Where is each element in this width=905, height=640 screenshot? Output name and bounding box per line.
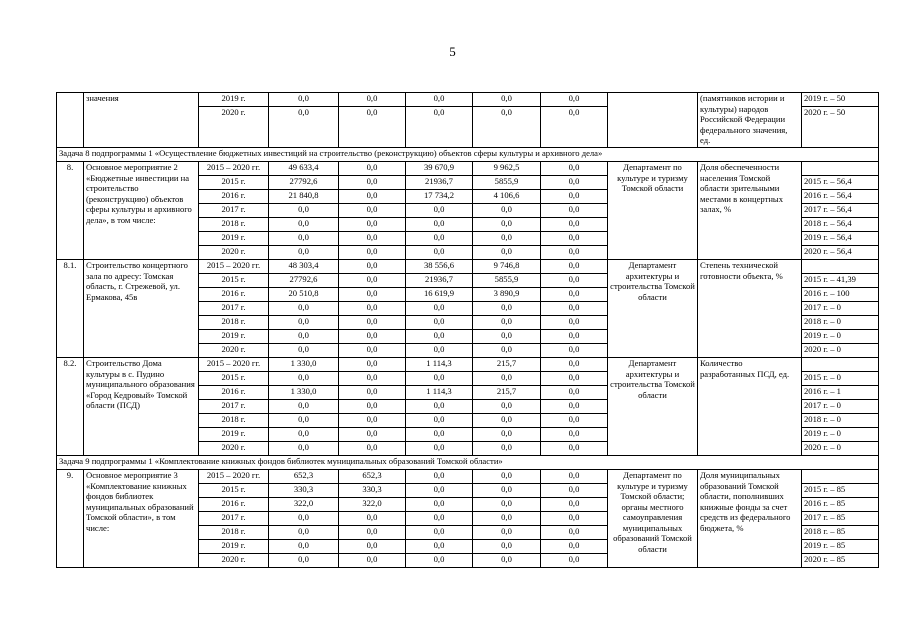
target-cell: 2017 г. – 0 bbox=[802, 302, 879, 316]
target-cell: 2020 г. – 0 bbox=[802, 344, 879, 358]
amount-cell: 330,3 bbox=[269, 484, 339, 498]
amount-cell: 215,7 bbox=[473, 358, 541, 372]
amount-cell: 0,0 bbox=[339, 414, 406, 428]
target-cell: 2019 г. – 50 bbox=[802, 93, 879, 107]
amount-cell: 0,0 bbox=[541, 400, 608, 414]
amount-cell: 0,0 bbox=[406, 484, 473, 498]
amount-cell: 215,7 bbox=[473, 386, 541, 400]
amount-cell: 0,0 bbox=[269, 526, 339, 540]
target-cell: 2016 г. – 1 bbox=[802, 386, 879, 400]
item-name-cell: значения bbox=[84, 93, 199, 148]
amount-cell: 652,3 bbox=[339, 470, 406, 484]
amount-cell: 0,0 bbox=[339, 260, 406, 274]
amount-cell: 0,0 bbox=[339, 162, 406, 176]
amount-cell: 0,0 bbox=[339, 526, 406, 540]
table-row bbox=[57, 162, 879, 176]
amount-cell: 21936,7 bbox=[406, 274, 473, 288]
amount-cell: 0,0 bbox=[269, 330, 339, 344]
item-number-cell: 8.2. bbox=[57, 358, 84, 456]
indicator-cell: Доля муниципальных образований Томской области, пополнивших книжные фонды за счет средств из федерального бюджета, % bbox=[698, 470, 802, 568]
amount-cell: 0,0 bbox=[541, 414, 608, 428]
task-row bbox=[57, 456, 879, 470]
amount-cell: 0,0 bbox=[541, 512, 608, 526]
amount-cell: 0,0 bbox=[541, 442, 608, 456]
year-cell: 2020 г. bbox=[199, 246, 269, 260]
amount-cell: 0,0 bbox=[269, 540, 339, 554]
amount-cell: 0,0 bbox=[406, 344, 473, 358]
amount-cell: 38 556,6 bbox=[406, 260, 473, 274]
amount-cell: 0,0 bbox=[406, 526, 473, 540]
amount-cell: 0,0 bbox=[339, 372, 406, 386]
amount-cell: 0,0 bbox=[269, 400, 339, 414]
amount-cell: 0,0 bbox=[541, 554, 608, 568]
amount-cell: 0,0 bbox=[269, 107, 339, 148]
executor-cell: Департамент по культуре и туризму Томской области; органы местного самоуправления муниципальных образований Томской области bbox=[608, 470, 698, 568]
year-cell: 2017 г. bbox=[199, 302, 269, 316]
amount-cell: 0,0 bbox=[406, 470, 473, 484]
amount-cell: 0,0 bbox=[269, 344, 339, 358]
amount-cell: 0,0 bbox=[339, 93, 406, 107]
amount-cell: 0,0 bbox=[473, 344, 541, 358]
target-cell: 2018 г. – 56,4 bbox=[802, 218, 879, 232]
amount-cell: 0,0 bbox=[339, 218, 406, 232]
item-number-cell: 9. bbox=[57, 470, 84, 568]
amount-cell: 0,0 bbox=[339, 176, 406, 190]
amount-cell: 0,0 bbox=[406, 316, 473, 330]
year-cell: 2019 г. bbox=[199, 330, 269, 344]
year-cell: 2015 – 2020 гг. bbox=[199, 470, 269, 484]
amount-cell: 0,0 bbox=[473, 400, 541, 414]
amount-cell: 0,0 bbox=[541, 232, 608, 246]
amount-cell: 0,0 bbox=[406, 554, 473, 568]
amount-cell: 0,0 bbox=[406, 428, 473, 442]
year-cell: 2015 г. bbox=[199, 372, 269, 386]
amount-cell: 9 962,5 bbox=[473, 162, 541, 176]
amount-cell: 48 303,4 bbox=[269, 260, 339, 274]
year-cell: 2016 г. bbox=[199, 386, 269, 400]
year-cell: 2018 г. bbox=[199, 218, 269, 232]
amount-cell: 3 890,9 bbox=[473, 288, 541, 302]
amount-cell: 0,0 bbox=[541, 428, 608, 442]
amount-cell: 0,0 bbox=[473, 512, 541, 526]
amount-cell: 0,0 bbox=[406, 232, 473, 246]
target-cell: 2016 г. – 56,4 bbox=[802, 190, 879, 204]
amount-cell: 0,0 bbox=[406, 498, 473, 512]
amount-cell: 0,0 bbox=[269, 232, 339, 246]
indicator-cell: Степень технической готовности объекта, % bbox=[698, 260, 802, 358]
year-cell: 2017 г. bbox=[199, 400, 269, 414]
amount-cell: 0,0 bbox=[339, 274, 406, 288]
amount-cell: 652,3 bbox=[269, 470, 339, 484]
amount-cell: 0,0 bbox=[473, 372, 541, 386]
amount-cell: 0,0 bbox=[541, 246, 608, 260]
year-cell: 2015 г. bbox=[199, 274, 269, 288]
amount-cell: 0,0 bbox=[406, 540, 473, 554]
amount-cell: 0,0 bbox=[473, 428, 541, 442]
item-name-cell: Основное мероприятие 3 «Комплектование книжных фондов библиотек муниципальных образований Томской области», в том числе: bbox=[84, 470, 199, 568]
amount-cell: 0,0 bbox=[473, 498, 541, 512]
amount-cell: 0,0 bbox=[541, 93, 608, 107]
item-number-cell: 8. bbox=[57, 162, 84, 260]
amount-cell: 0,0 bbox=[339, 554, 406, 568]
year-cell: 2019 г. bbox=[199, 428, 269, 442]
amount-cell: 0,0 bbox=[339, 232, 406, 246]
target-cell: 2020 г. – 50 bbox=[802, 107, 879, 148]
amount-cell: 27792,6 bbox=[269, 176, 339, 190]
year-cell: 2015 – 2020 гг. bbox=[199, 260, 269, 274]
amount-cell: 322,0 bbox=[269, 498, 339, 512]
year-cell: 2016 г. bbox=[199, 288, 269, 302]
amount-cell: 0,0 bbox=[339, 246, 406, 260]
amount-cell: 0,0 bbox=[541, 316, 608, 330]
year-cell: 2015 г. bbox=[199, 176, 269, 190]
amount-cell: 0,0 bbox=[541, 526, 608, 540]
year-cell: 2016 г. bbox=[199, 190, 269, 204]
table-row bbox=[57, 470, 879, 484]
amount-cell: 0,0 bbox=[269, 302, 339, 316]
target-cell: 2015 г. – 0 bbox=[802, 372, 879, 386]
amount-cell: 0,0 bbox=[406, 372, 473, 386]
amount-cell: 0,0 bbox=[269, 93, 339, 107]
amount-cell: 0,0 bbox=[406, 442, 473, 456]
amount-cell: 0,0 bbox=[541, 260, 608, 274]
amount-cell: 0,0 bbox=[339, 190, 406, 204]
amount-cell: 27792,6 bbox=[269, 274, 339, 288]
amount-cell: 322,0 bbox=[339, 498, 406, 512]
amount-cell: 0,0 bbox=[541, 274, 608, 288]
amount-cell: 0,0 bbox=[339, 316, 406, 330]
amount-cell: 20 510,8 bbox=[269, 288, 339, 302]
amount-cell: 0,0 bbox=[473, 442, 541, 456]
year-cell: 2017 г. bbox=[199, 512, 269, 526]
amount-cell: 1 330,0 bbox=[269, 358, 339, 372]
amount-cell: 0,0 bbox=[541, 470, 608, 484]
amount-cell: 0,0 bbox=[269, 428, 339, 442]
target-cell: 2019 г. – 0 bbox=[802, 330, 879, 344]
amount-cell: 0,0 bbox=[339, 540, 406, 554]
target-cell: 2020 г. – 0 bbox=[802, 442, 879, 456]
target-cell: 2019 г. – 0 bbox=[802, 428, 879, 442]
table-body bbox=[57, 93, 879, 568]
target-cell bbox=[802, 358, 879, 372]
amount-cell: 4 106,6 bbox=[473, 190, 541, 204]
amount-cell: 0,0 bbox=[269, 554, 339, 568]
amount-cell: 0,0 bbox=[473, 540, 541, 554]
amount-cell: 0,0 bbox=[473, 330, 541, 344]
amount-cell: 0,0 bbox=[339, 204, 406, 218]
amount-cell: 0,0 bbox=[339, 358, 406, 372]
year-cell: 2015 – 2020 гг. bbox=[199, 358, 269, 372]
amount-cell: 0,0 bbox=[406, 246, 473, 260]
amount-cell: 0,0 bbox=[269, 316, 339, 330]
amount-cell: 9 746,8 bbox=[473, 260, 541, 274]
amount-cell: 21936,7 bbox=[406, 176, 473, 190]
year-cell: 2016 г. bbox=[199, 498, 269, 512]
amount-cell: 39 670,9 bbox=[406, 162, 473, 176]
year-cell: 2019 г. bbox=[199, 93, 269, 107]
amount-cell: 0,0 bbox=[406, 302, 473, 316]
amount-cell: 0,0 bbox=[269, 372, 339, 386]
target-cell: 2019 г. – 56,4 bbox=[802, 232, 879, 246]
target-cell: 2018 г. – 0 bbox=[802, 414, 879, 428]
year-cell: 2020 г. bbox=[199, 442, 269, 456]
amount-cell: 0,0 bbox=[473, 302, 541, 316]
amount-cell: 0,0 bbox=[541, 344, 608, 358]
target-cell: 2017 г. – 85 bbox=[802, 512, 879, 526]
amount-cell: 0,0 bbox=[541, 358, 608, 372]
year-cell: 2020 г. bbox=[199, 107, 269, 148]
item-name-cell: Основное мероприятие 2 «Бюджетные инвестиции на строительство (реконструкцию) объектов сферы культуры и архивного дела», в том числе: bbox=[84, 162, 199, 260]
amount-cell: 0,0 bbox=[406, 204, 473, 218]
amount-cell: 0,0 bbox=[473, 246, 541, 260]
target-cell: 2015 г. – 56,4 bbox=[802, 176, 879, 190]
target-cell: 2020 г. – 85 bbox=[802, 554, 879, 568]
target-cell: 2017 г. – 0 bbox=[802, 400, 879, 414]
target-cell: 2016 г. – 85 bbox=[802, 498, 879, 512]
amount-cell: 16 619,9 bbox=[406, 288, 473, 302]
target-cell: 2015 г. – 41,39 bbox=[802, 274, 879, 288]
amount-cell: 17 734,2 bbox=[406, 190, 473, 204]
amount-cell: 0,0 bbox=[473, 484, 541, 498]
amount-cell: 0,0 bbox=[541, 498, 608, 512]
table-row bbox=[57, 93, 879, 107]
amount-cell: 21 840,8 bbox=[269, 190, 339, 204]
amount-cell: 330,3 bbox=[339, 484, 406, 498]
amount-cell: 0,0 bbox=[269, 218, 339, 232]
amount-cell: 0,0 bbox=[541, 540, 608, 554]
amount-cell: 0,0 bbox=[339, 512, 406, 526]
amount-cell: 0,0 bbox=[473, 470, 541, 484]
amount-cell: 0,0 bbox=[269, 204, 339, 218]
target-cell: 2020 г. – 56,4 bbox=[802, 246, 879, 260]
year-cell: 2019 г. bbox=[199, 232, 269, 246]
indicator-cell: (памятников истории и культуры) народов Российской Федерации федерального значения, ед. bbox=[698, 93, 802, 148]
indicator-cell: Количество разработанных ПСД, ед. bbox=[698, 358, 802, 456]
amount-cell: 0,0 bbox=[473, 93, 541, 107]
target-cell: 2017 г. – 56,4 bbox=[802, 204, 879, 218]
amount-cell: 0,0 bbox=[339, 288, 406, 302]
item-number-cell: 8.1. bbox=[57, 260, 84, 358]
year-cell: 2015 – 2020 гг. bbox=[199, 162, 269, 176]
executor-cell bbox=[608, 93, 698, 148]
item-number-cell bbox=[57, 93, 84, 148]
target-cell bbox=[802, 162, 879, 176]
amount-cell: 0,0 bbox=[541, 288, 608, 302]
program-table bbox=[56, 92, 879, 568]
table-row bbox=[57, 260, 879, 274]
amount-cell: 0,0 bbox=[339, 330, 406, 344]
amount-cell: 0,0 bbox=[406, 414, 473, 428]
target-cell: 2018 г. – 0 bbox=[802, 316, 879, 330]
year-cell: 2017 г. bbox=[199, 204, 269, 218]
table-row bbox=[57, 358, 879, 372]
amount-cell: 1 330,0 bbox=[269, 386, 339, 400]
year-cell: 2020 г. bbox=[199, 554, 269, 568]
amount-cell: 0,0 bbox=[541, 176, 608, 190]
amount-cell: 0,0 bbox=[473, 218, 541, 232]
indicator-cell: Доля обеспеченности населения Томской области зрительными местами в концертных залах, % bbox=[698, 162, 802, 260]
year-cell: 2018 г. bbox=[199, 526, 269, 540]
amount-cell: 0,0 bbox=[473, 414, 541, 428]
amount-cell: 0,0 bbox=[473, 554, 541, 568]
item-name-cell: Строительство Дома культуры в с. Пудино муниципального образования «Город Кедровый» Томской области (ПСД) bbox=[84, 358, 199, 456]
amount-cell: 0,0 bbox=[541, 302, 608, 316]
year-cell: 2018 г. bbox=[199, 316, 269, 330]
amount-cell: 0,0 bbox=[269, 442, 339, 456]
amount-cell: 0,0 bbox=[473, 107, 541, 148]
amount-cell: 0,0 bbox=[269, 414, 339, 428]
target-cell: 2018 г. – 85 bbox=[802, 526, 879, 540]
amount-cell: 0,0 bbox=[339, 344, 406, 358]
amount-cell: 0,0 bbox=[541, 484, 608, 498]
amount-cell: 0,0 bbox=[473, 204, 541, 218]
page-number: 5 bbox=[449, 44, 456, 59]
executor-cell: Департамент по культуре и туризму Томской области bbox=[608, 162, 698, 260]
amount-cell: 0,0 bbox=[541, 162, 608, 176]
amount-cell: 0,0 bbox=[269, 246, 339, 260]
amount-cell: 0,0 bbox=[541, 386, 608, 400]
executor-cell: Департамент архитектуры и строительства Томской области bbox=[608, 358, 698, 456]
task-row bbox=[57, 148, 879, 162]
amount-cell: 0,0 bbox=[339, 400, 406, 414]
amount-cell: 0,0 bbox=[541, 107, 608, 148]
amount-cell: 0,0 bbox=[406, 93, 473, 107]
amount-cell: 49 633,4 bbox=[269, 162, 339, 176]
target-cell: 2016 г. – 100 bbox=[802, 288, 879, 302]
amount-cell: 0,0 bbox=[269, 512, 339, 526]
amount-cell: 0,0 bbox=[406, 400, 473, 414]
amount-cell: 0,0 bbox=[339, 428, 406, 442]
amount-cell: 0,0 bbox=[339, 386, 406, 400]
target-cell: 2015 г. – 85 bbox=[802, 484, 879, 498]
year-cell: 2019 г. bbox=[199, 540, 269, 554]
amount-cell: 0,0 bbox=[541, 204, 608, 218]
amount-cell: 0,0 bbox=[339, 107, 406, 148]
amount-cell: 1 114,3 bbox=[406, 358, 473, 372]
amount-cell: 0,0 bbox=[541, 330, 608, 344]
year-cell: 2018 г. bbox=[199, 414, 269, 428]
amount-cell: 5855,9 bbox=[473, 176, 541, 190]
target-cell: 2019 г. – 85 bbox=[802, 540, 879, 554]
amount-cell: 0,0 bbox=[406, 330, 473, 344]
amount-cell: 0,0 bbox=[473, 232, 541, 246]
amount-cell: 0,0 bbox=[406, 218, 473, 232]
amount-cell: 0,0 bbox=[339, 302, 406, 316]
year-cell: 2015 г. bbox=[199, 484, 269, 498]
amount-cell: 0,0 bbox=[339, 442, 406, 456]
amount-cell: 0,0 bbox=[473, 316, 541, 330]
year-cell: 2020 г. bbox=[199, 344, 269, 358]
amount-cell: 5855,9 bbox=[473, 274, 541, 288]
target-cell bbox=[802, 260, 879, 274]
amount-cell: 0,0 bbox=[473, 526, 541, 540]
item-name-cell: Строительство концертного зала по адресу: Томская область, г. Стрежевой, ул. Ермакова, 45в bbox=[84, 260, 199, 358]
amount-cell: 0,0 bbox=[541, 218, 608, 232]
target-cell bbox=[802, 470, 879, 484]
amount-cell: 0,0 bbox=[541, 190, 608, 204]
task-title: Задача 9 подпрограммы 1 «Комплектование книжных фондов библиотек муниципальных образований Томской области» bbox=[57, 456, 879, 470]
amount-cell: 1 114,3 bbox=[406, 386, 473, 400]
executor-cell: Департамент архитектуры и строительства Томской области bbox=[608, 260, 698, 358]
amount-cell: 0,0 bbox=[541, 372, 608, 386]
amount-cell: 0,0 bbox=[406, 107, 473, 148]
amount-cell: 0,0 bbox=[406, 512, 473, 526]
task-title: Задача 8 подпрограммы 1 «Осуществление бюджетных инвестиций на строительство (реконструкцию) объектов сферы культуры и архивного дела» bbox=[57, 148, 879, 162]
